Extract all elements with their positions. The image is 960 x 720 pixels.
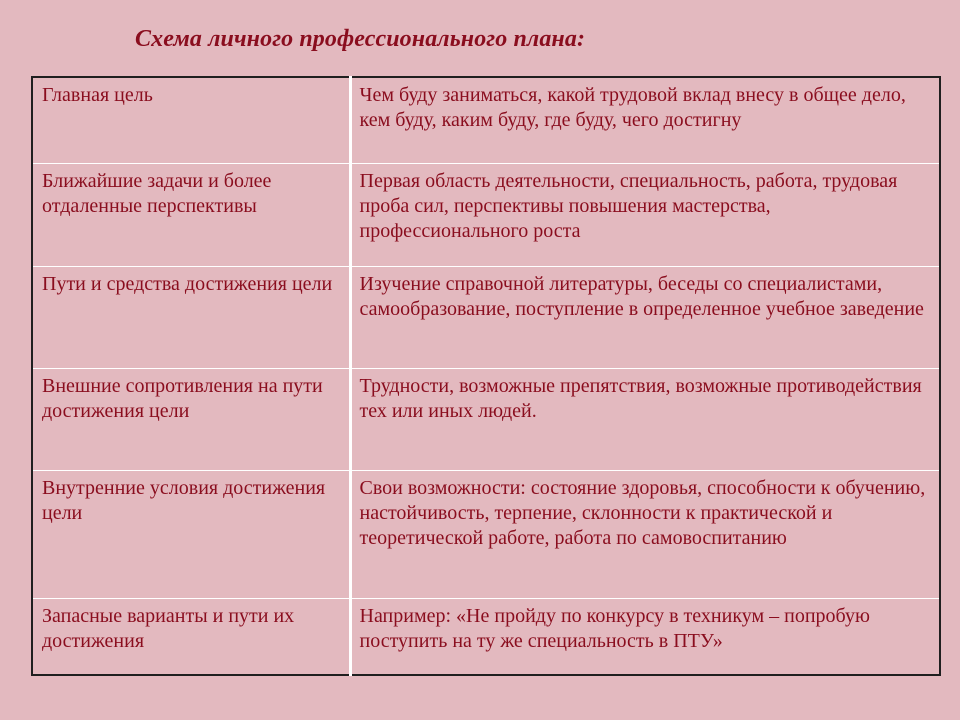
row-label: Главная цель xyxy=(32,77,350,163)
row-description: Чем буду заниматься, какой трудовой вклад внесу в общее дело, кем буду, каким буду, где буду, чего достигну xyxy=(350,77,940,163)
table-row xyxy=(32,163,940,266)
row-description: Первая область деятельности, специальность, работа, трудовая проба сил, перспективы повышения мастерства, профессионального роста xyxy=(350,163,940,266)
row-description: Трудности, возможные препятствия, возможные противодействия тех или иных людей. xyxy=(350,368,940,470)
row-description: Свои возможности: состояние здоровья, способности к обучению, настойчивость, терпение, склонности к практической и теоретической работе, работа по самовоспитанию xyxy=(350,470,940,598)
row-description: Например: «Не пройду по конкурсу в техникум – попробую поступить на ту же специальность в ПТУ» xyxy=(350,598,940,675)
row-label: Пути и средства достижения цели xyxy=(32,266,350,368)
row-label: Ближайшие задачи и более отдаленные перспективы xyxy=(32,163,350,266)
plan-table xyxy=(31,76,941,676)
table-row xyxy=(32,368,940,470)
table-row xyxy=(32,470,940,598)
row-description: Изучение справочной литературы, беседы со специалистами, самообразование, поступление в определенное учебное заведение xyxy=(350,266,940,368)
slide-title: Схема личного профессионального плана: xyxy=(135,26,586,52)
row-label: Внешние сопротивления на пути достижения цели xyxy=(32,368,350,470)
table-row xyxy=(32,598,940,675)
table-row xyxy=(32,77,940,163)
row-label: Внутренние условия достижения цели xyxy=(32,470,350,598)
row-label: Запасные варианты и пути их достижения xyxy=(32,598,350,675)
table-row xyxy=(32,266,940,368)
